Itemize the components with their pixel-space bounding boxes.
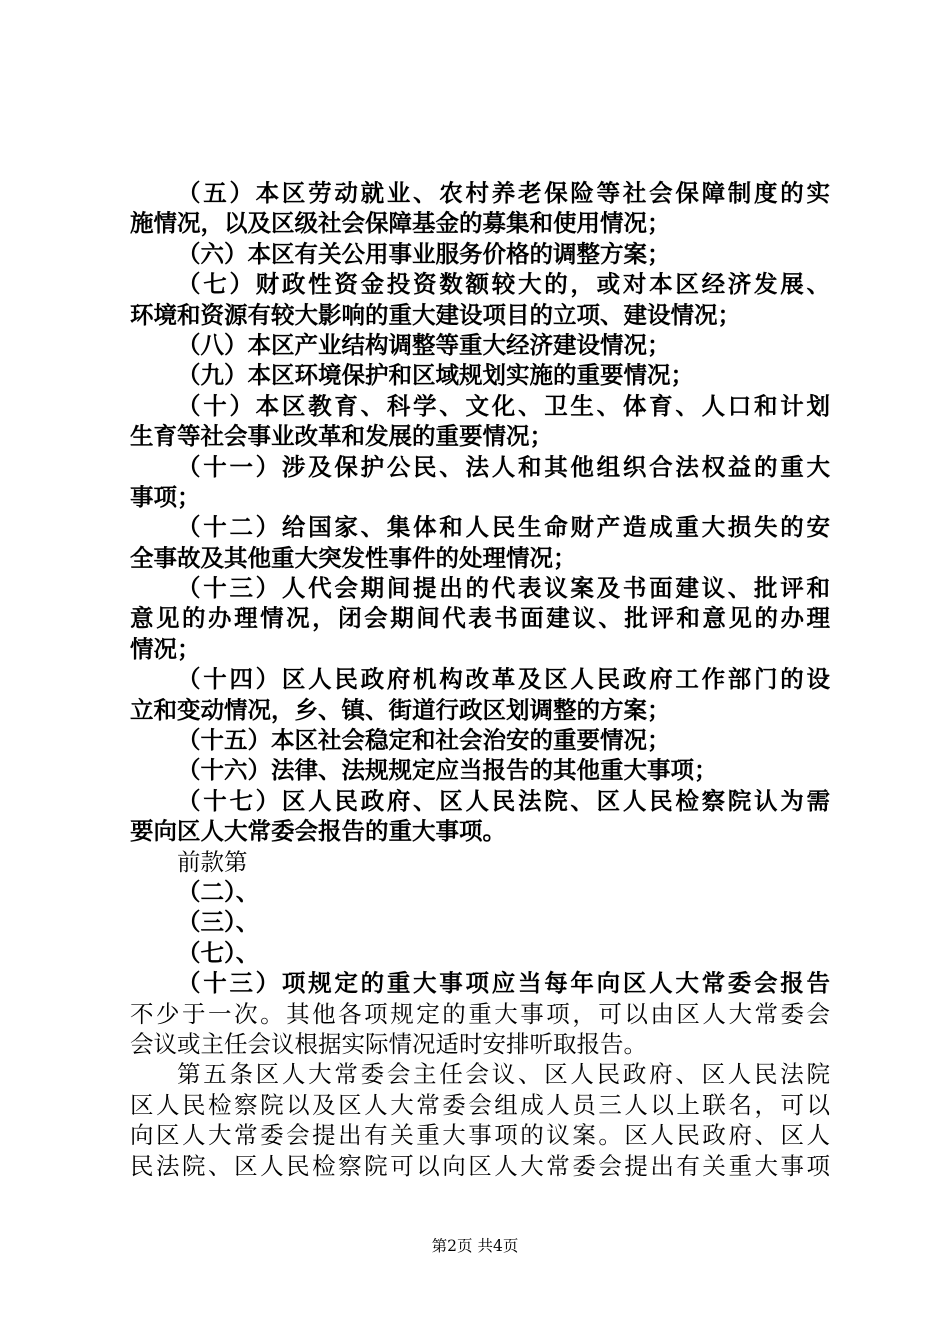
text-line: 立和变动情况，乡、镇、街道行政区划调整的方案； — [130, 695, 671, 724]
text-line: 生育等社会事业改革和发展的重要情况； — [130, 422, 553, 451]
text-line: 环境和资源有较大影响的重大建设项目的立项、建设情况； — [130, 300, 741, 329]
text-line: （十）本区教育、科学、文化、卫生、体育、人口和计划 — [177, 391, 830, 420]
document-body — [130, 178, 830, 1181]
text-line: （十三）人代会期间提出的代表议案及书面建议、批评和 — [177, 574, 830, 603]
text-line: （七）财政性资金投资数额较大的，或对本区经济发展、 — [177, 270, 830, 299]
text-line: （十三）项规定的重大事项应当每年向区人大常委会报告 — [177, 969, 830, 998]
text-line: （七）、 — [177, 938, 260, 967]
text-line: （十一）涉及保护公民、法人和其他组织合法权益的重大 — [177, 452, 830, 481]
text-line: （五）本区劳动就业、农村养老保险等社会保障制度的实 — [177, 179, 830, 207]
text-line: 全事故及其他重大突发性事件的处理情况； — [130, 543, 577, 572]
text-line: 情况； — [130, 634, 201, 663]
text-line: 民法院、区人民检察院可以向区人大常委会提出有关重大事项 — [130, 1151, 830, 1180]
text-line: （九）本区环境保护和区域规划实施的重要情况； — [177, 361, 694, 390]
text-line: 第五条区人大常委会主任会议、区人民政府、区人民法院 — [177, 1060, 830, 1089]
text-line: （十四）区人民政府机构改革及区人民政府工作部门的设 — [177, 665, 830, 694]
text-line: （六）本区有关公用事业服务价格的调整方案； — [177, 239, 671, 268]
text-line: （二）、 — [177, 877, 260, 906]
page-footer — [0, 1236, 950, 1256]
text-line: （十二）给国家、集体和人民生命财产造成重大损失的安 — [177, 513, 830, 542]
text-line: 前款第 — [177, 847, 248, 876]
text-line: 会议或主任会议根据实际情况适时安排听取报告。 — [130, 1029, 647, 1058]
text-line: 要向区人大常委会报告的重大事项。 — [130, 817, 506, 846]
text-line: （十六）法律、法规规定应当报告的其他重大事项； — [177, 756, 718, 785]
text-line: （八）本区产业结构调整等重大经济建设情况； — [177, 330, 671, 359]
text-line: 施情况，以及区级社会保障基金的募集和使用情况； — [130, 209, 671, 238]
text-line: 事项； — [130, 482, 201, 511]
text-line: （三）、 — [177, 908, 260, 937]
text-line: （十五）本区社会稳定和社会治安的重要情况； — [177, 726, 671, 755]
text-line: 不少于一次。其他各项规定的重大事项，可以由区人大常委会 — [130, 999, 830, 1028]
text-line: 意见的办理情况，闭会期间代表书面建议、批评和意见的办理 — [130, 604, 830, 633]
text-line: （十七）区人民政府、区人民法院、区人民检察院认为需 — [177, 786, 830, 815]
text-line: 向区人大常委会提出有关重大事项的议案。区人民政府、区人 — [130, 1121, 830, 1150]
text-line: 区人民检察院以及区人大常委会组成人员三人以上联名，可以 — [130, 1090, 830, 1119]
page-number-label: 第2页 共4页 — [431, 1237, 519, 1255]
